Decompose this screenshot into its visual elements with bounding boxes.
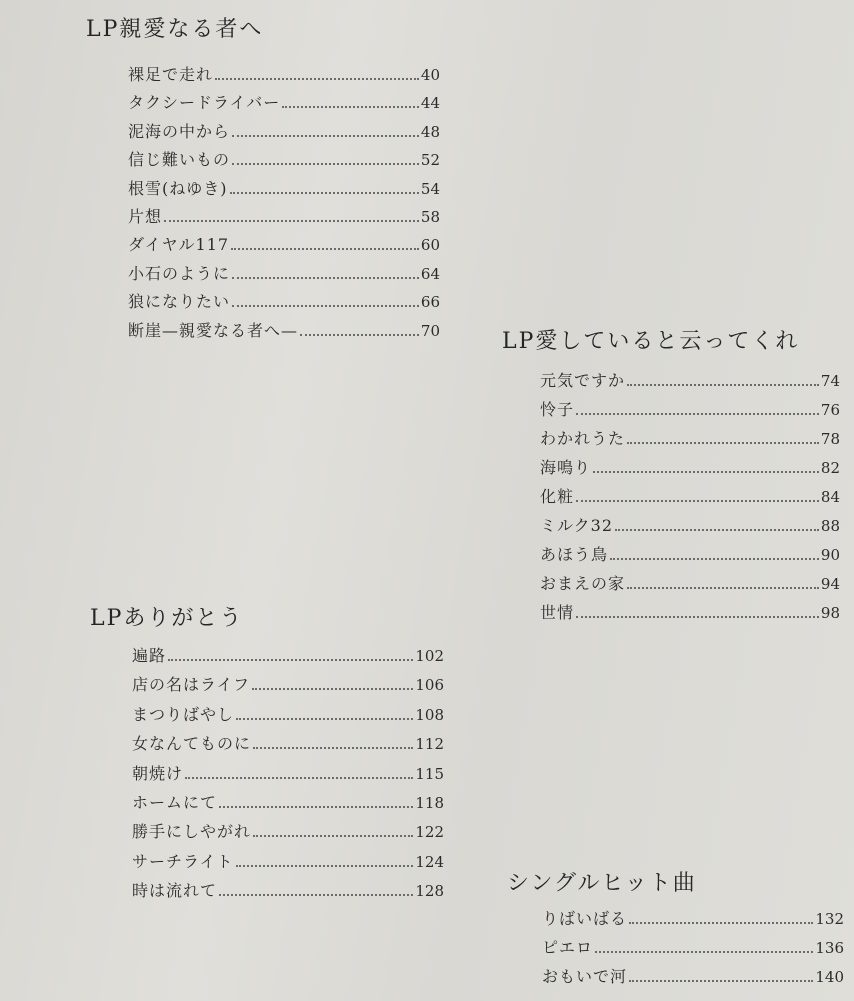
entry-page: 115 — [415, 764, 444, 783]
section-title: LPありがとう — [90, 606, 244, 631]
entry-page: 124 — [415, 852, 444, 871]
entry-list — [132, 643, 444, 908]
entry-title: 店の名はライフ — [132, 675, 251, 695]
entry-title: 怜子 — [540, 400, 575, 419]
entry-page: 122 — [415, 823, 444, 842]
entry-title: 女なんてものに — [132, 734, 252, 754]
entry-page: 102 — [415, 647, 444, 665]
toc-entry — [128, 90, 440, 118]
entry-list — [540, 368, 840, 629]
entry-title: 断崖—親愛なる者へ— — [128, 320, 299, 340]
dot-leader — [219, 806, 413, 808]
dot-leader — [168, 659, 413, 661]
dot-leader — [253, 747, 413, 749]
dot-leader — [236, 865, 414, 867]
entry-page: 40 — [420, 66, 440, 84]
toc-entry — [540, 455, 840, 484]
entry-page: 98 — [820, 604, 840, 622]
section-single-hits — [507, 866, 844, 986]
entry-title: おもいで河 — [542, 967, 628, 986]
entry-list — [542, 906, 844, 993]
entry-page: 70 — [420, 321, 440, 340]
entry-page: 66 — [420, 293, 440, 312]
toc-entry — [128, 289, 440, 317]
dot-leader — [232, 135, 419, 137]
entry-list — [128, 62, 440, 346]
section-lp-aishiteiru — [502, 324, 840, 622]
entry-title: わかれうた — [540, 429, 626, 448]
entry-title: ピエロ — [542, 938, 594, 957]
entry-page: 132 — [815, 910, 844, 928]
entry-page: 112 — [415, 735, 444, 754]
entry-title: 朝焼け — [132, 763, 184, 783]
entry-page: 118 — [415, 793, 444, 812]
dot-leader — [593, 471, 819, 473]
section-title: シングルヒット曲 — [507, 871, 697, 896]
entry-title: ダイヤル117 — [128, 235, 230, 255]
toc-entry — [132, 702, 444, 731]
dot-leader — [232, 277, 419, 279]
entry-title: 小石のように — [128, 263, 231, 283]
entry-title: ミルク32 — [540, 516, 614, 535]
entry-title: タクシードライバー — [128, 93, 281, 113]
entry-page: 136 — [815, 939, 844, 957]
entry-page: 44 — [420, 94, 440, 113]
toc-entry — [128, 318, 440, 346]
entry-page: 58 — [420, 207, 440, 226]
entry-page: 54 — [420, 179, 440, 198]
entry-page: 106 — [415, 676, 444, 695]
toc-entry — [132, 731, 444, 760]
entry-page: 48 — [420, 122, 440, 141]
dot-leader — [300, 334, 419, 336]
toc-entry — [540, 600, 840, 629]
toc-entry — [128, 232, 440, 260]
dot-leader — [576, 413, 819, 415]
dot-leader — [232, 305, 419, 307]
section-lp-shinai — [86, 12, 440, 340]
section-title: LP親愛なる者へ — [86, 17, 264, 42]
entry-title: 海鳴り — [540, 458, 592, 477]
entry-title: サーチライト — [132, 851, 234, 871]
dot-leader — [627, 442, 819, 444]
dot-leader — [164, 220, 419, 222]
dot-leader — [629, 980, 813, 982]
entry-page: 76 — [820, 401, 840, 419]
entry-title: おまえの家 — [540, 574, 626, 593]
entry-title: 泥海の中から — [128, 121, 231, 141]
entry-title: あほう鳥 — [540, 545, 609, 564]
dot-leader — [252, 688, 413, 690]
entry-page: 128 — [415, 882, 444, 901]
dot-leader — [615, 529, 819, 531]
toc-entry — [540, 426, 840, 455]
entry-title: 時は流れて — [132, 881, 218, 901]
toc-entry — [540, 542, 840, 571]
dot-leader — [627, 587, 819, 589]
entry-title: 世情 — [540, 603, 575, 622]
toc-entry — [128, 261, 440, 289]
dot-leader — [576, 500, 819, 502]
toc-entry — [540, 368, 840, 397]
entry-page: 64 — [420, 264, 440, 283]
dot-leader — [253, 835, 413, 837]
dot-leader — [185, 777, 413, 779]
entry-title: 勝手にしやがれ — [132, 822, 252, 842]
entry-title: 片想 — [128, 206, 163, 226]
entry-title: りばいばる — [542, 909, 628, 928]
entry-page: 94 — [820, 575, 840, 593]
entry-page: 90 — [820, 546, 840, 564]
entry-title: 遍路 — [132, 646, 167, 665]
toc-entry — [128, 176, 440, 204]
toc-entry — [542, 906, 844, 935]
entry-page: 82 — [820, 459, 840, 477]
toc-entry — [132, 819, 444, 848]
entry-page: 88 — [820, 517, 840, 535]
toc-entry — [542, 964, 844, 993]
toc-entry — [132, 878, 444, 907]
entry-page: 108 — [415, 705, 444, 724]
toc-entry — [128, 204, 440, 232]
entry-title: 裸足で走れ — [128, 65, 214, 84]
entry-page: 140 — [815, 968, 844, 986]
dot-leader — [576, 616, 819, 618]
entry-title: 根雪(ねゆき) — [128, 178, 228, 198]
entry-title: 化粧 — [540, 487, 575, 506]
toc-entry — [132, 761, 444, 790]
dot-leader — [236, 718, 413, 720]
dot-leader — [231, 248, 419, 250]
toc-entry — [132, 643, 444, 672]
entry-title: まつりばやし — [132, 704, 235, 724]
dot-leader — [627, 384, 819, 386]
dot-leader — [230, 192, 419, 194]
section-title: LP愛していると云ってくれ — [502, 329, 800, 354]
toc-entry — [132, 790, 444, 819]
toc-entry — [542, 935, 844, 964]
entry-page: 78 — [820, 430, 840, 448]
dot-leader — [232, 163, 419, 165]
entry-page: 74 — [820, 372, 840, 390]
toc-entry — [540, 397, 840, 426]
dot-leader — [629, 922, 813, 924]
dot-leader — [215, 78, 419, 80]
entry-title: 信じ難いもの — [128, 150, 231, 170]
entry-title: ホームにて — [132, 792, 218, 812]
toc-entry — [132, 849, 444, 878]
dot-leader — [282, 106, 419, 108]
toc-entry — [132, 672, 444, 701]
entry-page: 84 — [820, 488, 840, 506]
entry-title: 元気ですか — [540, 371, 626, 390]
toc-entry — [128, 62, 440, 90]
entry-page: 60 — [420, 236, 440, 255]
dot-leader — [595, 951, 813, 953]
toc-entry — [540, 484, 840, 513]
dot-leader — [219, 894, 413, 896]
dot-leader — [610, 558, 819, 560]
toc-entry — [128, 119, 440, 147]
entry-title: 狼になりたい — [128, 292, 231, 312]
toc-entry — [128, 147, 440, 175]
section-lp-arigatou — [90, 601, 444, 901]
entry-page: 52 — [420, 151, 440, 170]
toc-entry — [540, 513, 840, 542]
toc-entry — [540, 571, 840, 600]
